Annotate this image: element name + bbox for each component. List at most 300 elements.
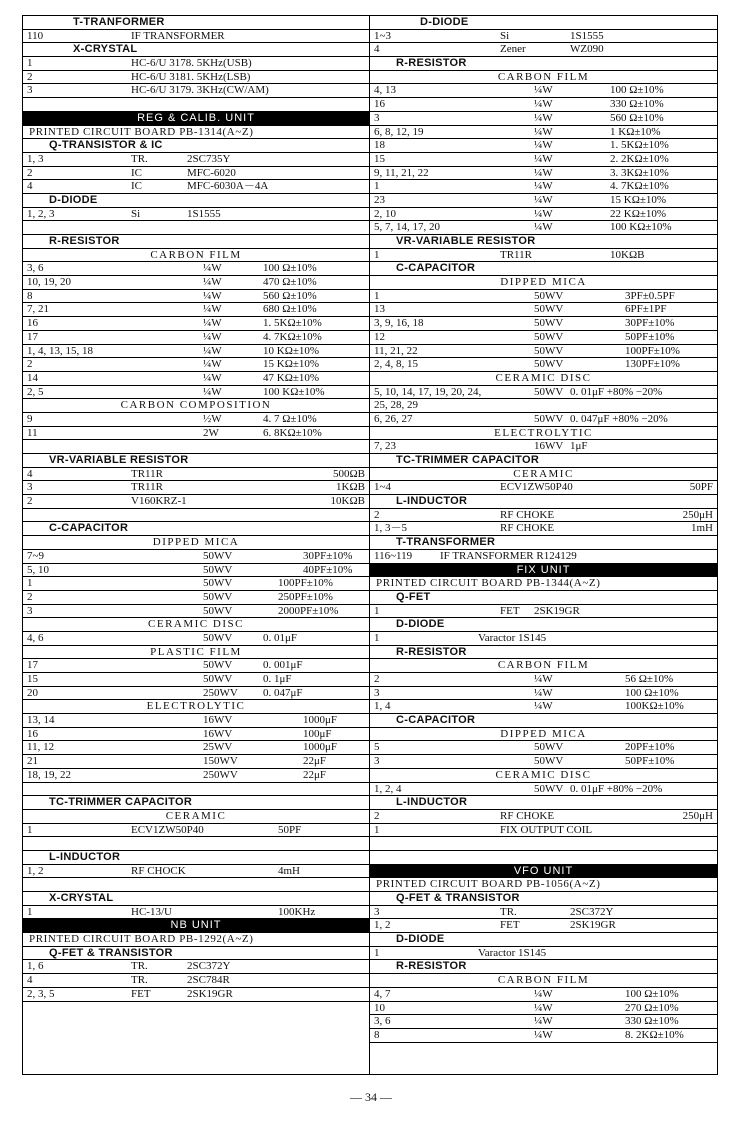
table-cell: 11: [27, 426, 38, 439]
table-row: [23, 577, 369, 591]
table-cell: ¼W: [534, 673, 553, 685]
unit-header: [23, 112, 369, 126]
table-cell: 1, 4: [374, 700, 391, 713]
table-cell: 30PF±10%: [303, 549, 353, 562]
blank-row: [370, 837, 717, 851]
table-cell: 4, 13: [374, 84, 396, 97]
table-cell: ¼W: [203, 289, 222, 302]
table-cell: 1, 2: [374, 919, 391, 932]
heading-text: D-DIODE: [396, 933, 445, 946]
table-cell: 21: [27, 755, 38, 768]
table-row: [370, 824, 717, 838]
table-row: [23, 605, 369, 619]
heading-text: CERAMIC: [513, 467, 574, 480]
table-cell: FIX OUTPUT COIL: [500, 823, 593, 836]
table-cell: 130PF±10%: [625, 358, 680, 371]
table-cell: 16: [374, 98, 385, 111]
table-cell: 1, 2, 4: [374, 782, 402, 795]
subsection-heading: [370, 769, 717, 783]
table-cell: 2, 5: [27, 385, 44, 398]
table-cell: 50WV: [534, 303, 564, 316]
table-cell: 15: [27, 673, 38, 685]
table-cell: 50WV: [203, 659, 233, 672]
table-cell: 100KHz: [278, 905, 316, 918]
table-cell: Zener: [500, 43, 526, 56]
table-cell: ¼W: [534, 84, 553, 97]
table-row: [23, 331, 369, 345]
table-cell: 0. 01μF: [263, 631, 298, 644]
table-cell: 1 KΩ±10%: [610, 125, 661, 138]
table-cell: TR11R: [131, 481, 163, 494]
table-cell: 13: [374, 303, 385, 316]
table-row: [370, 30, 717, 44]
table-cell: 2SC784R: [187, 974, 230, 987]
section-heading: [23, 194, 369, 208]
table-cell: ¼W: [203, 317, 222, 330]
table-cell: 1. 5KΩ±10%: [610, 139, 669, 152]
table-cell: 10, 19, 20: [27, 276, 71, 289]
table-cell: 2: [27, 495, 33, 508]
table-row: [370, 386, 717, 400]
table-cell: 8: [27, 289, 33, 302]
table-cell: 50WV: [203, 631, 233, 644]
table-row: [23, 974, 369, 988]
table-cell: 1: [27, 905, 33, 918]
table-row: [370, 399, 717, 413]
table-cell: 13, 14: [27, 714, 55, 727]
table-cell: 10KΩB: [610, 248, 645, 261]
left-column: [23, 16, 370, 1074]
table-cell: IF TRANSFORMER R124129: [440, 549, 577, 562]
table-cell: 100 KΩ±10%: [610, 221, 672, 234]
table-cell: 9: [27, 412, 33, 425]
table-cell: 50WV: [203, 577, 233, 590]
table-row: [23, 865, 369, 879]
table-row: [23, 386, 369, 400]
table-cell: 22μF: [303, 755, 327, 768]
table-row: [370, 112, 717, 126]
heading-text: R-RESISTOR: [396, 960, 467, 973]
table-row: [370, 221, 717, 235]
table-cell: 250μH: [682, 809, 713, 822]
table-cell: FET: [500, 604, 520, 617]
table-cell: 560 Ω±10%: [263, 289, 317, 302]
subsection-heading: [23, 399, 369, 413]
table-cell: 47 KΩ±10%: [263, 371, 320, 384]
section-heading: [23, 454, 369, 468]
table-cell: FET: [500, 919, 520, 932]
table-cell: 50WV: [534, 358, 564, 371]
table-cell: Si: [131, 207, 141, 220]
table-cell: V160KRZ-1: [131, 495, 187, 508]
table-row: [370, 153, 717, 167]
table-cell: 9, 11, 21, 22: [374, 166, 429, 179]
table-cell: 0. 047μF +80% −20%: [570, 412, 668, 425]
table-row: [370, 673, 717, 687]
table-row: [370, 317, 717, 331]
table-row: [370, 741, 717, 755]
table-cell: 1μF: [570, 440, 588, 453]
table-cell: 50WV: [534, 385, 564, 398]
table-cell: 4, 6: [27, 631, 44, 644]
section-heading: [370, 933, 717, 947]
table-cell: 20: [27, 686, 38, 699]
table-cell: 3: [374, 686, 380, 699]
table-cell: 3: [374, 905, 380, 918]
table-cell: 2: [27, 166, 33, 179]
table-cell: 50WV: [534, 344, 564, 357]
table-cell: 14: [27, 371, 38, 384]
table-cell: RF CHOKE: [500, 809, 555, 822]
table-row: [23, 317, 369, 331]
table-row: [370, 249, 717, 263]
table-row: [370, 700, 717, 714]
heading-text: ELECTROLYTIC: [146, 700, 246, 713]
section-heading: [23, 16, 369, 30]
subsection-heading: [23, 646, 369, 660]
table-row: [370, 550, 717, 564]
section-heading: [370, 495, 717, 509]
board-title: [23, 933, 369, 947]
table-row: [23, 687, 369, 701]
table-cell: 1S1555: [570, 29, 604, 42]
table-cell: 2SK19GR: [534, 604, 580, 617]
section-heading: [370, 960, 717, 974]
table-cell: IF TRANSFORMER: [131, 29, 225, 42]
table-row: [23, 358, 369, 372]
table-row: [370, 98, 717, 112]
table-cell: ¼W: [534, 686, 553, 699]
table-row: [370, 906, 717, 920]
table-row: [370, 481, 717, 495]
table-cell: 1mH: [691, 522, 713, 535]
subsection-heading: [370, 974, 717, 988]
heading-text: PRINTED CIRCUIT BOARD PB-1314(A~Z): [29, 125, 254, 138]
table-cell: 8. 2KΩ±10%: [625, 1028, 684, 1041]
table-row: [370, 303, 717, 317]
table-cell: 50WV: [534, 330, 564, 343]
section-heading: [370, 262, 717, 276]
table-cell: Varactor 1S145: [478, 946, 547, 959]
table-row: [370, 440, 717, 454]
heading-text: Q-TRANSISTOR & IC: [49, 139, 163, 152]
table-cell: ¼W: [203, 330, 222, 343]
table-row: [23, 673, 369, 687]
table-cell: ¼W: [534, 180, 553, 193]
table-row: [370, 413, 717, 427]
table-row: [23, 413, 369, 427]
subsection-heading: [370, 468, 717, 482]
table-cell: 1, 3－5: [374, 522, 407, 535]
table-row: [370, 755, 717, 769]
table-cell: 18: [374, 139, 385, 152]
heading-text: CARBON FILM: [497, 70, 590, 83]
section-heading: [23, 235, 369, 249]
table-cell: 1. 5KΩ±10%: [263, 317, 322, 330]
section-heading: [23, 522, 369, 536]
heading-text: CERAMIC DISC: [148, 618, 244, 631]
table-row: [370, 810, 717, 824]
heading-text: D-DIODE: [396, 618, 445, 631]
table-cell: 50WV: [203, 604, 233, 617]
right-column: [370, 16, 717, 1074]
table-cell: ¼W: [534, 207, 553, 220]
table-row: [23, 57, 369, 71]
table-cell: ¼W: [203, 371, 222, 384]
table-row: [23, 550, 369, 564]
heading-text: CARBON COMPOSITION: [120, 399, 272, 412]
table-row: [370, 1029, 717, 1043]
heading-text: L-INDUCTOR: [396, 796, 468, 809]
table-cell: ¼W: [534, 166, 553, 179]
table-cell: 50WV: [203, 673, 233, 685]
table-cell: 2000PF±10%: [278, 604, 339, 617]
table-cell: 2W: [203, 426, 219, 439]
table-row: [23, 495, 369, 509]
table-row: [370, 988, 717, 1002]
table-cell: 1, 2: [27, 864, 44, 877]
heading-text: VR-VARIABLE RESISTOR: [49, 454, 189, 466]
table-cell: 25WV: [203, 741, 233, 754]
table-cell: 1, 6: [27, 960, 44, 973]
table-cell: FET: [131, 987, 151, 1000]
table-row: [370, 919, 717, 933]
table-cell: 2SK19GR: [187, 987, 233, 1000]
heading-text: PRINTED CIRCUIT BOARD PB-1292(A~Z): [29, 933, 254, 946]
table-cell: TR11R: [131, 467, 163, 480]
table-cell: 2, 3, 5: [27, 987, 55, 1000]
table-cell: 4. 7KΩ±10%: [610, 180, 669, 193]
page-number: — 34 —: [350, 1090, 392, 1104]
table-cell: 17: [27, 330, 38, 343]
table-row: [370, 194, 717, 208]
table-cell: ¼W: [534, 221, 553, 234]
table-cell: TR.: [131, 974, 148, 987]
heading-text: Q-FET & TRANSISTOR: [49, 946, 173, 959]
table-cell: 680 Ω±10%: [263, 303, 317, 316]
table-row: [370, 632, 717, 646]
section-heading: [370, 16, 717, 30]
heading-text: REG & CALIB. UNIT: [137, 111, 255, 124]
table-cell: 50WV: [203, 563, 233, 576]
board-title: [370, 878, 717, 892]
table-row: [370, 180, 717, 194]
table-row: [23, 591, 369, 605]
section-heading: [370, 646, 717, 660]
table-cell: 4: [374, 43, 380, 56]
section-heading: [370, 454, 717, 468]
table-cell: 0. 01μF +80% −20%: [570, 782, 663, 795]
table-cell: 3, 6: [27, 262, 44, 275]
table-cell: 2, 10: [374, 207, 396, 220]
table-row: [370, 1002, 717, 1016]
table-cell: 1000μF: [303, 714, 338, 727]
table-cell: RF CHOKE: [500, 522, 555, 535]
table-row: [370, 290, 717, 304]
table-row: [23, 262, 369, 276]
table-cell: 5, 10, 14, 17, 19, 20, 24,: [374, 385, 482, 398]
table-cell: ¼W: [534, 193, 553, 206]
table-cell: MFC-6030A－4A: [187, 180, 269, 193]
table-cell: 22μF: [303, 768, 327, 781]
table-cell: 18, 19, 22: [27, 768, 71, 781]
table-cell: ¼W: [534, 1001, 553, 1014]
blank-row: [23, 837, 369, 851]
table-cell: 2: [27, 70, 33, 83]
table-cell: 10: [374, 1001, 385, 1014]
table-cell: 1: [374, 946, 380, 959]
blank-row: [23, 98, 369, 112]
section-heading: [370, 235, 717, 249]
table-cell: 25, 28, 29: [374, 399, 418, 412]
heading-text: DIPPED MICA: [152, 536, 240, 549]
table-cell: 330 Ω±10%: [625, 1015, 679, 1028]
table-cell: 30PF±10%: [625, 317, 675, 330]
table-cell: 15: [374, 152, 385, 165]
table-row: [23, 659, 369, 673]
table-cell: 0. 047μF: [263, 686, 303, 699]
table-cell: 1: [374, 604, 380, 617]
table-cell: Varactor 1S145: [478, 631, 547, 644]
table-cell: 20PF±10%: [625, 741, 675, 754]
heading-text: X-CRYSTAL: [49, 892, 114, 904]
table-row: [370, 126, 717, 140]
table-cell: 7, 21: [27, 303, 49, 316]
heading-text: CARBON FILM: [497, 659, 590, 672]
table-row: [23, 84, 369, 98]
table-cell: 4, 7: [374, 987, 391, 1000]
heading-text: R-RESISTOR: [396, 57, 467, 70]
table-cell: 150WV: [203, 755, 238, 768]
table-row: [23, 345, 369, 359]
table-cell: ¼W: [534, 987, 553, 1000]
table-cell: 3: [27, 84, 33, 97]
table-cell: 16WV: [203, 727, 233, 740]
heading-text: D-DIODE: [49, 193, 98, 206]
table-row: [23, 427, 369, 441]
table-cell: 2: [27, 590, 33, 603]
table-cell: 2SC372Y: [187, 960, 231, 973]
section-heading: [370, 57, 717, 71]
heading-text: C-CAPACITOR: [396, 262, 476, 275]
table-cell: 4: [27, 467, 33, 480]
table-cell: 5: [374, 741, 380, 754]
table-row: [23, 988, 369, 1002]
table-cell: IC: [131, 180, 142, 193]
table-cell: 6. 8KΩ±10%: [263, 426, 322, 439]
section-heading: [23, 851, 369, 865]
table-row: [370, 358, 717, 372]
table-cell: WZ090: [570, 43, 604, 56]
heading-text: C-CAPACITOR: [396, 714, 476, 727]
table-cell: 470 Ω±10%: [263, 276, 317, 289]
table-cell: 4: [27, 974, 33, 987]
table-cell: ECV1ZW50P40: [500, 481, 573, 494]
table-cell: 110: [27, 29, 44, 42]
table-row: [370, 208, 717, 222]
table-cell: 1: [374, 289, 380, 302]
table-row: [23, 741, 369, 755]
heading-text: L-INDUCTOR: [396, 495, 468, 508]
table-cell: ¼W: [534, 1015, 553, 1028]
parts-list-sheet: [22, 15, 718, 1075]
table-cell: 1: [374, 631, 380, 644]
table-cell: ¼W: [203, 344, 222, 357]
section-heading: [23, 796, 369, 810]
table-cell: 6, 26, 27: [374, 412, 413, 425]
table-row: [23, 208, 369, 222]
table-cell: 1: [27, 577, 33, 590]
table-cell: 100 KΩ±10%: [263, 385, 325, 398]
table-row: [370, 947, 717, 961]
heading-text: Q-FET & TRANSISTOR: [396, 892, 520, 904]
table-row: [23, 714, 369, 728]
section-heading: [370, 796, 717, 810]
table-cell: 16: [27, 727, 38, 740]
table-cell: 16WV: [203, 714, 233, 727]
subsection-heading: [23, 249, 369, 263]
table-cell: HC-6/U 3181. 5KHz(LSB): [131, 70, 251, 83]
subsection-heading: [370, 728, 717, 742]
table-cell: 16WV: [534, 440, 564, 453]
table-cell: 4: [27, 180, 33, 193]
heading-text: D-DIODE: [420, 16, 469, 28]
table-cell: 0. 1μF: [263, 673, 292, 685]
table-row: [370, 139, 717, 153]
table-cell: 50PF: [278, 823, 302, 836]
table-cell: RF CHOCK: [131, 864, 186, 877]
heading-text: PLASTIC FILM: [150, 645, 242, 658]
table-cell: 50PF: [689, 481, 713, 494]
table-cell: 100 Ω±10%: [263, 262, 317, 275]
table-cell: 3: [27, 604, 33, 617]
unit-header: [370, 865, 717, 879]
subsection-heading: [370, 427, 717, 441]
table-row: [23, 167, 369, 181]
subsection-heading: [23, 700, 369, 714]
table-row: [23, 303, 369, 317]
table-cell: 6PF±1PF: [625, 303, 667, 316]
table-row: [23, 564, 369, 578]
table-cell: 4. 7KΩ±10%: [263, 330, 322, 343]
table-cell: ¼W: [534, 125, 553, 138]
table-cell: 1, 2, 3: [27, 207, 55, 220]
table-cell: 1KΩB: [336, 481, 365, 494]
heading-text: DIPPED MICA: [500, 276, 587, 289]
table-cell: 1: [374, 248, 380, 261]
table-cell: ½W: [203, 412, 222, 425]
heading-text: PRINTED CIRCUIT BOARD PB-1056(A~Z): [376, 878, 601, 891]
table-cell: 16: [27, 317, 38, 330]
table-cell: TR.: [500, 905, 517, 918]
blank-row: [23, 783, 369, 797]
table-cell: 5, 7, 14, 17, 20: [374, 221, 440, 234]
table-cell: 2. 2KΩ±10%: [610, 152, 669, 165]
heading-text: L-INDUCTOR: [49, 850, 121, 863]
table-cell: 50WV: [203, 590, 233, 603]
table-cell: 0. 01μF +80% −20%: [570, 385, 663, 398]
section-heading: [370, 714, 717, 728]
table-row: [23, 906, 369, 920]
table-cell: 15 KΩ±10%: [610, 193, 667, 206]
heading-text: FIX UNIT: [516, 563, 571, 576]
table-row: [23, 960, 369, 974]
table-cell: 50WV: [534, 289, 564, 302]
table-cell: TR.: [131, 960, 148, 973]
table-cell: 40PF±10%: [303, 563, 353, 576]
table-cell: 100 Ω±10%: [625, 987, 679, 1000]
table-cell: 2, 4, 8, 15: [374, 358, 418, 371]
